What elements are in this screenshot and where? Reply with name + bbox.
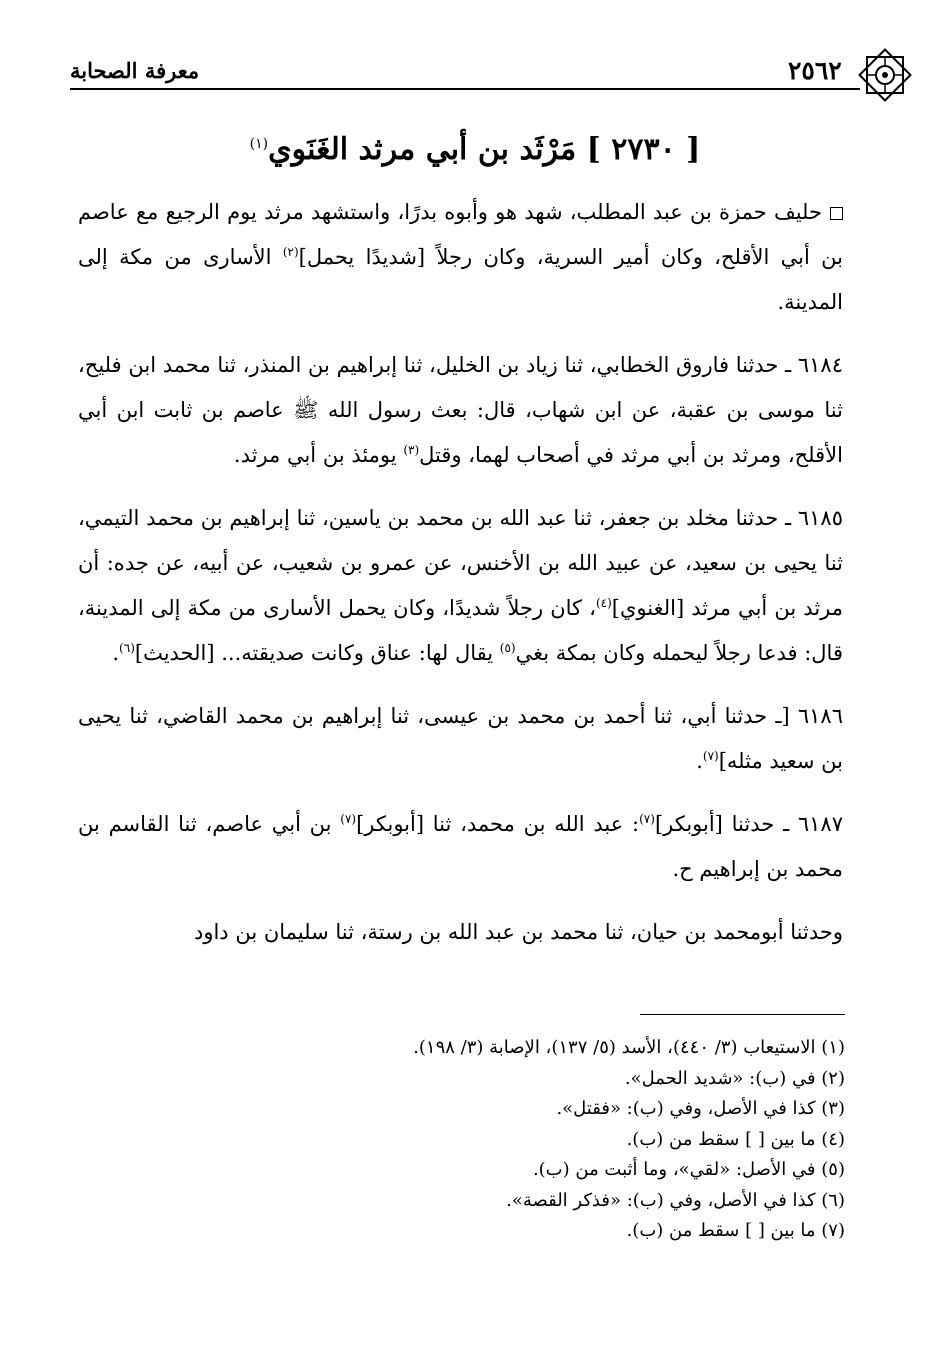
paragraph [78,190,843,325]
paragraph-text: بن أبي عاصم، ثنا القاسم بن محمد بن إبراهيم ح. [78,812,843,881]
paragraph [78,343,843,478]
footnote-ref: (٧) [340,812,357,826]
footnote-ref: (٦) [119,641,135,655]
footnote: (٥) في الأصل: «لقي»، وما أثبت من (ب). [532,1159,845,1180]
entry-title [150,132,800,167]
running-header [70,52,870,100]
footnote: (١) الاستيعاب (٣/ ٤٤٠)، الأسد (٥/ ١٣٧)، الإصابة (٣/ ١٩٨). [413,1037,845,1058]
paragraph-text: . [112,641,120,665]
paragraph [78,694,843,784]
footnote-ref: (٧) [702,749,719,763]
paragraph [78,496,843,676]
paragraph-text: . [696,749,703,773]
book-title: معرفة الصحابة [70,58,200,83]
paragraph-text: حليف حمزة بن عبد المطلب، شهد هو وأبوه بدرًا، واستشهد مرثد يوم الرجيع مع عاصم بن أبي الأقلح، وكان أمير السرية، وكان رجلاً [شديدًا يحمل] [78,200,843,269]
square-bullet-icon [830,207,843,220]
footnote: (٧) ما بين [ ] سقط من (ب). [626,1220,845,1241]
footnote: (٦) كذا في الأصل، وفي (ب): «فذكر القصة». [506,1189,845,1211]
footnote-separator [640,1014,845,1015]
paragraph-text: : عبد الله بن محمد، ثنا [أبوبكر] [356,812,640,836]
paragraph-text: ٦١٨٧ ـ حدثنا [أبوبكر] [654,812,843,836]
title-footnote-ref: (١) [249,136,269,152]
paragraph [78,802,843,892]
paragraph-text: ٦١٨٥ ـ حدثنا مخلد بن جعفر، ثنا عبد الله بن محمد بن ياسين، ثنا إبراهيم بن محمد التيمي، ثنا يحيى بن سعيد، عن عبيد الله بن الأخنس، عن عمرو بن شعيب، عن أبيه، عن جده: أن مرثد بن أبي مرثد [الغنوي] [78,506,843,620]
footnote-ref: (٤) [595,596,612,610]
footnote: (٣) كذا في الأصل، وفي (ب): «فقتل». [556,1098,845,1119]
page-number: ٢٥٦٢ [788,56,842,85]
paragraph [78,910,843,955]
footnote-ref: (٣) [403,443,420,457]
star-ornament-icon [854,44,916,106]
paragraph-text: يومئذ بن أبي مرثد. [233,443,404,467]
paragraph-text: ٦١٨٦ [ـ حدثنا أبي، ثنا أحمد بن محمد بن عيسى، ثنا إبراهيم بن محمد القاضي، ثنا يحيى بن سعيد مثله] [78,704,843,773]
header-rule [70,88,860,90]
footnote: (٢) في (ب): «شديد الحمل». [624,1067,845,1089]
footnotes [300,1033,845,1247]
footnote-ref: (٥) [499,641,516,655]
paragraph-text: الأسارى من مكة إلى المدينة. [78,245,843,314]
footnote-ref: (٧) [639,812,655,826]
paragraph-text: يقال لها: عناق وكانت صديقته... [الحديث] [134,641,500,665]
footnote: (٤) ما بين [ ] سقط من (ب). [626,1128,845,1150]
footnote-ref: (٢) [282,245,299,259]
paragraph-text: ٦١٨٤ ـ حدثنا فاروق الخطابي، ثنا زياد بن الخليل، ثنا إبراهيم بن المنذر، ثنا محمد ابن فليح، ثنا موسى بن عقبة، عن ابن شهاب، قال: بعث رسول الله ﷺ عاصم بن ثابت ابن أبي الأقلح، ومرثد بن أبي مرثد في أصحاب لهما، وقتل [78,353,843,467]
paragraph-text: وحدثنا أبومحمد بن حيان، ثنا محمد بن عبد الله بن رستة، ثنا سليمان بن داود [193,920,843,944]
entry-title-text: [ ٢٧٣٠ ] مَرْثَد بن أبي مرثد الغَنَوي [268,132,701,167]
paragraph-text: ، كان رجلاً شديدًا، وكان يحمل الأسارى من مكة إلى المدينة، قال: فدعا رجلاً ليحمله وكان بمكة بغي [78,596,843,665]
main-text [78,190,843,973]
